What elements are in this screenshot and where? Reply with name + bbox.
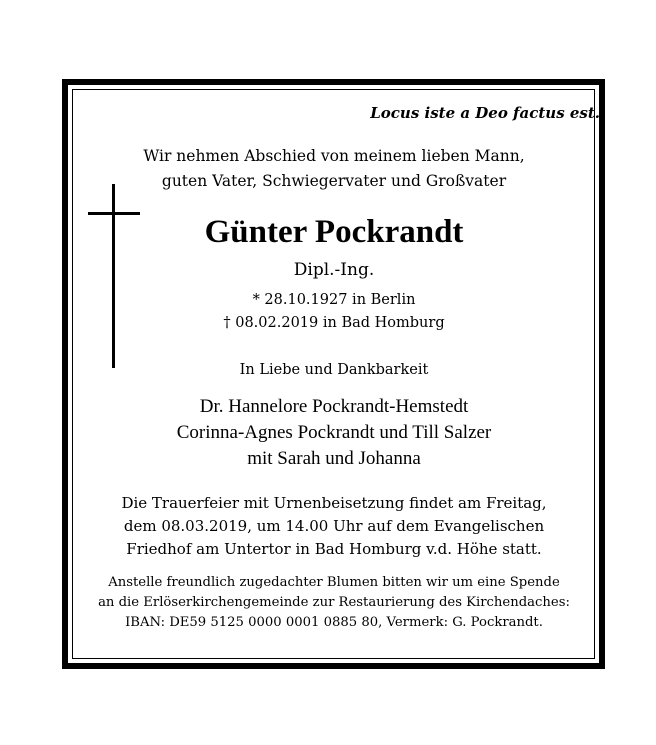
donation-line: Anstelle freundlich zugedachter Blumen bitten wir um eine Spende	[108, 575, 560, 590]
mourners-list	[84, 394, 584, 472]
motto: Locus iste a Deo factus est.	[370, 104, 600, 122]
mourner-name: Corinna-Agnes Pockrandt und Till Salzer	[176, 422, 492, 443]
life-dates	[84, 289, 584, 335]
donation-line: an die Erlöserkirchengemeinde zur Restaurierung des Kirchendaches:	[98, 595, 570, 610]
donation-notice	[74, 573, 594, 633]
death-date: † 08.02.2019 in Bad Homburg	[223, 315, 445, 331]
deceased-name: Günter Pockrandt	[204, 214, 464, 250]
ceremony-line: Die Trauerfeier mit Urnenbeisetzung findet am Freitag,	[121, 494, 547, 512]
ceremony-line: dem 08.03.2019, um 14.00 Uhr auf dem Evangelischen	[123, 517, 545, 535]
academic-degree: Dipl.-Ing.	[293, 260, 375, 280]
intro-line: Wir nehmen Abschied von meinem lieben Mann,	[143, 147, 525, 165]
intro-line: guten Vater, Schwiegervater und Großvater	[161, 172, 507, 190]
donation-line: IBAN: DE59 5125 0000 0001 0885 80, Vermerk: G. Pockrandt.	[125, 615, 543, 630]
birth-date: * 28.10.1927 in Berlin	[252, 292, 416, 308]
ceremony-line: Friedhof am Untertor in Bad Homburg v.d. Höhe statt.	[126, 540, 542, 558]
gratitude-line: In Liebe und Dankbarkeit	[239, 362, 429, 378]
ceremony-notice	[84, 492, 584, 561]
mourner-name: mit Sarah und Johanna	[247, 448, 421, 469]
mourner-name: Dr. Hannelore Pockrandt-Hemstedt	[199, 396, 469, 417]
intro-text	[84, 144, 584, 194]
